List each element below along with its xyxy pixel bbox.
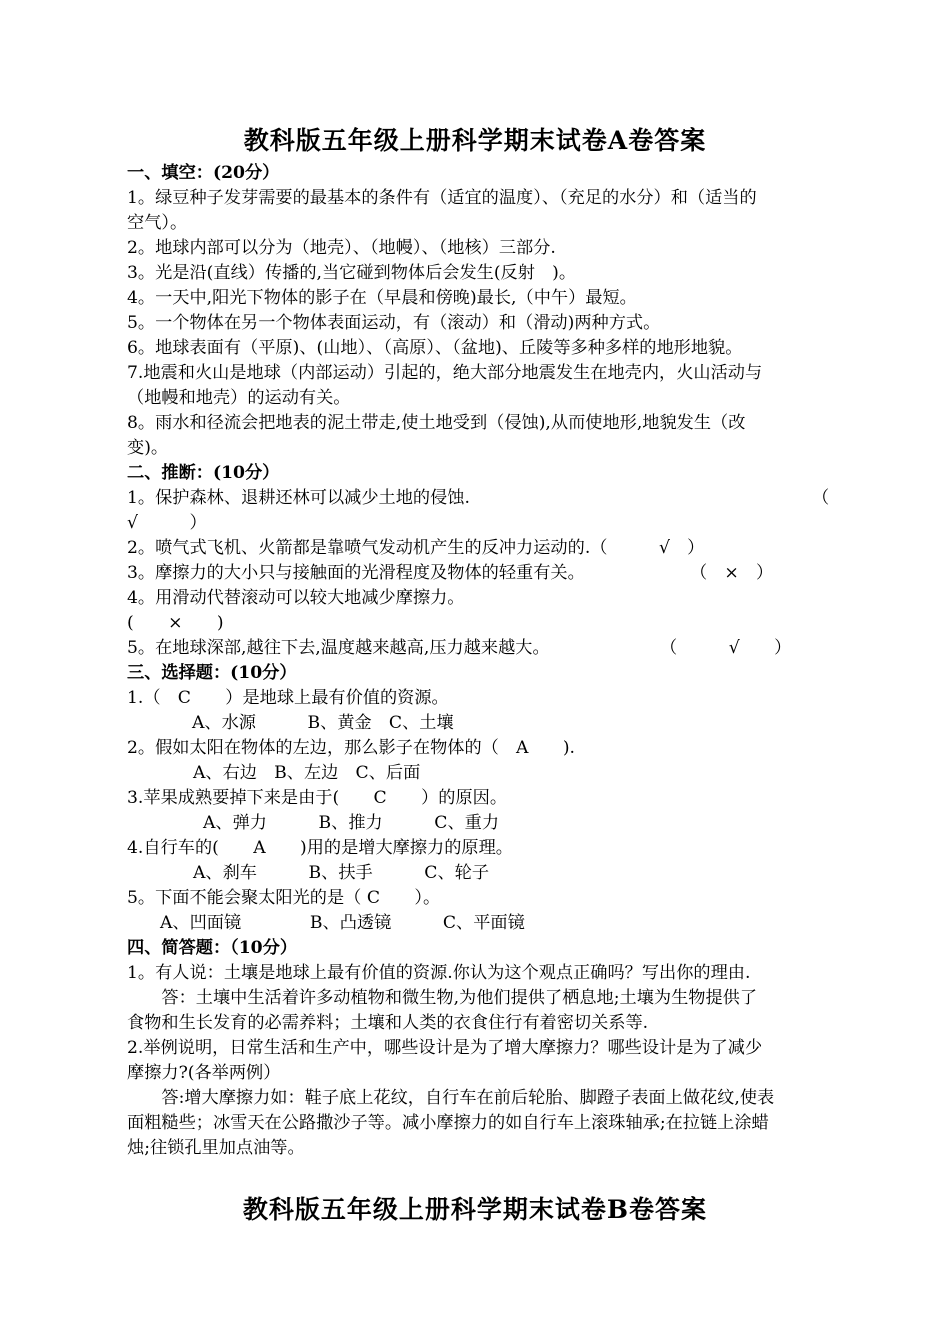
s1-line-8: 8。雨水和径流会把地表的泥土带走,使土地受到（侵蚀),从而使地形,地貌发生（改 — [127, 413, 746, 433]
s3-question-1: 1.（ C ）是地球上最有价值的资源。 — [127, 688, 449, 708]
s3-question-5-options: A、凹面镜 B、凸透镜 C、平面镜 — [160, 913, 525, 933]
s4-question-1: 1。有人说：土壤是地球上最有价值的资源.你认为这个观点正确吗？写出你的理由. — [127, 963, 751, 983]
s2-question-2: 2。喷气式飞机、火箭都是靠喷气发动机产生的反冲力运动的.（ √ ） — [127, 538, 705, 558]
s1-line-7: 7.地震和火山是地球（内部运动）引起的，绝大部分地震发生在地壳内，火山活动与 — [127, 363, 763, 383]
s4-answer-1b: 食物和生长发育的必需养料；土壤和人类的衣食住行有着密切关系等. — [127, 1013, 649, 1033]
page-title-b: 教科版五年级上册科学期末试卷B卷答案 — [242, 1195, 708, 1224]
s2-question-4-answer: ( × ) — [127, 613, 224, 633]
s3-question-4: 4.自行车的( A )用的是增大摩擦力的原理。 — [127, 838, 513, 858]
s1-line-3: 3。光是沿(直线）传播的,当它碰到物体后会发生(反射 )。 — [127, 263, 577, 283]
s4-question-2: 2.举例说明，日常生活和生产中，哪些设计是为了增大摩擦力？哪些设计是为了减少 — [127, 1038, 763, 1058]
s2-question-1-answer: √ ） — [127, 513, 207, 533]
s2-question-5-answer: （ √ ） — [660, 638, 792, 658]
s3-question-3: 3.苹果成熟要掉下来是由于( C ）的原因。 — [127, 788, 508, 808]
s1-line-6: 6。地球表面有（平原)、(山地）、（高原）、（盆地)、丘陵等多种多样的地形地貌。 — [127, 338, 743, 358]
s4-answer-2b: 面粗糙些；冰雪天在公路撒沙子等。减小摩擦力的如自行车上滚珠轴承;在拉链上涂蜡 — [127, 1113, 769, 1133]
s2-question-3: 3。摩擦力的大小只与接触面的光滑程度及物体的轻重有关。 — [127, 563, 585, 583]
s4-answer-2: 答:增大摩擦力如：鞋子底上花纹，自行车在前后轮胎、脚蹬子表面上做花纹,使表 — [127, 1088, 775, 1108]
s4-answer-2c: 烛;往锁孔里加点油等。 — [127, 1138, 305, 1158]
s3-question-2: 2。假如太阳在物体的左边，那么影子在物体的（ A ). — [127, 738, 576, 758]
s2-question-3-answer: （ × ） — [690, 563, 774, 583]
section-3-heading: 三、选择题：(10分） — [127, 663, 297, 683]
s3-question-2-options: A、右边 B、左边 C、后面 — [193, 763, 421, 783]
section-4-heading: 四、简答题：（10分） — [127, 938, 298, 958]
s3-question-1-options: A、水源 B、黄金 C、土壤 — [192, 713, 454, 733]
s1-line-1b: 空气）。 — [127, 213, 188, 233]
s1-line-8b: 变)。 — [127, 438, 169, 458]
s4-answer-1: 答：土壤中生活着许多动植物和微生物,为他们提供了栖息地;土壤为生物提供了 — [127, 988, 758, 1008]
s4-question-2b: 摩擦力?(各举两例） — [127, 1063, 281, 1083]
section-2-heading: 二、推断：(10分） — [127, 463, 280, 483]
s1-line-4: 4。一天中,阳光下物体的影子在（早晨和傍晚)最长,（中午）最短。 — [127, 288, 637, 308]
s3-question-4-options: A、刹车 B、扶手 C、轮子 — [193, 863, 490, 883]
s3-question-5: 5。下面不能会聚太阳光的是（ C ）。 — [127, 888, 441, 908]
s2-question-1: 1。保护森林、退耕还林可以减少土地的侵蚀. — [127, 488, 470, 508]
section-1-heading: 一、填空：(20分） — [127, 163, 280, 183]
s3-question-3-options: A、弹力 B、推力 C、重力 — [203, 813, 500, 833]
s1-line-1: 1。绿豆种子发芽需要的最基本的条件有（适宜的温度）、（充足的水分）和（适当的 — [127, 188, 757, 208]
page-title-a: 教科版五年级上册科学期末试卷A卷答案 — [243, 126, 707, 155]
s1-line-2: 2。地球内部可以分为（地壳）、（地幔）、（地核）三部分. — [127, 238, 556, 258]
s2-question-1-open-paren: （ — [812, 488, 830, 508]
s2-question-5: 5。在地球深部,越往下去,温度越来越高,压力越来越大。 — [127, 638, 550, 658]
s1-line-7b: （地幔和地壳）的运动有关。 — [127, 388, 351, 408]
s1-line-5: 5。一个物体在另一个物体表面运动，有（滚动）和（滑动)两种方式。 — [127, 313, 661, 333]
s2-question-4: 4。用滑动代替滚动可以较大地减少摩擦力。 — [127, 588, 465, 608]
